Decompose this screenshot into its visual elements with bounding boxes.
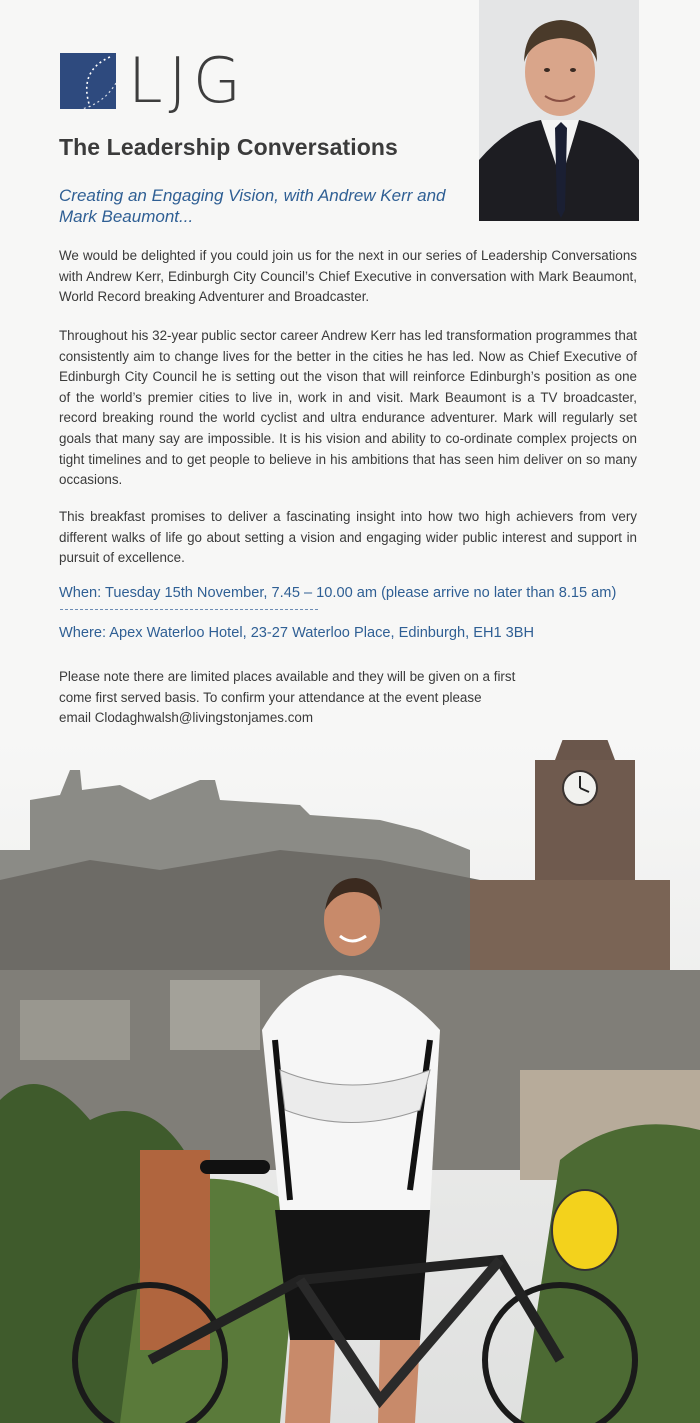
event-subtitle: Creating an Engaging Vision, with Andrew Kerr and Mark Beaumont...: [59, 186, 446, 226]
intro-paragraph: We would be delighted if you could join us for the next in our series of Leadership Conversations with Andrew Kerr, Edinburgh City Council’s Chief Executive in conversation with Mark Beaumont, World Record breaking Adventurer and Broadcaster.: [59, 248, 637, 305]
speakers-paragraph: Throughout his 32-year public sector career Andrew Kerr has led transformation programmes that consistently aim to change lives for the better in the cities he has led. Now as Chief Executive of Edinburgh City Council he is setting out the vison that will reinforce Edinburgh’s position as one of the world’s premier cities to live in, work in and visit. Mark Beaumont is a TV broadcaster, record breaking round the world cyclist and ultra endurance adventurer. Mark will regularly set goals that many say are impossible. It is his vision and ability to co-ordinate complex projects on tight timelines and to get people to believe in his ambitions that has seen him deliver on so many occasions.: [59, 328, 637, 488]
note-line: come first served basis. To confirm your attendance at the event please: [59, 689, 482, 705]
note-line: Please note there are limited places available and they will be given on a first: [59, 669, 516, 684]
event-where: Where: Apex Waterloo Hotel, 23-27 Waterloo Place, Edinburgh, EH1 3BH: [59, 625, 535, 641]
ljg-logo: [60, 44, 247, 117]
logo-mark-icon: [60, 53, 116, 109]
andrew-kerr-portrait: [479, 0, 639, 221]
breakfast-paragraph: This breakfast promises to deliver a fascinating insight into how two high achievers from very different walks of life go about setting a vision and engaging wider public interest and support in pursuit of excellence.: [59, 509, 637, 566]
page-title: The Leadership Conversations: [59, 134, 398, 160]
edinburgh-cyclist-photo: [0, 740, 700, 1423]
logo-wordmark: LJG: [128, 44, 247, 117]
divider: [60, 609, 318, 610]
attendance-note: [59, 667, 559, 729]
event-when: When: Tuesday 15th November, 7.45 – 10.00 am (please arrive no later than 8.15 am): [59, 585, 617, 601]
note-line: email Clodaghwalsh@livingstonjames.com: [59, 710, 313, 726]
